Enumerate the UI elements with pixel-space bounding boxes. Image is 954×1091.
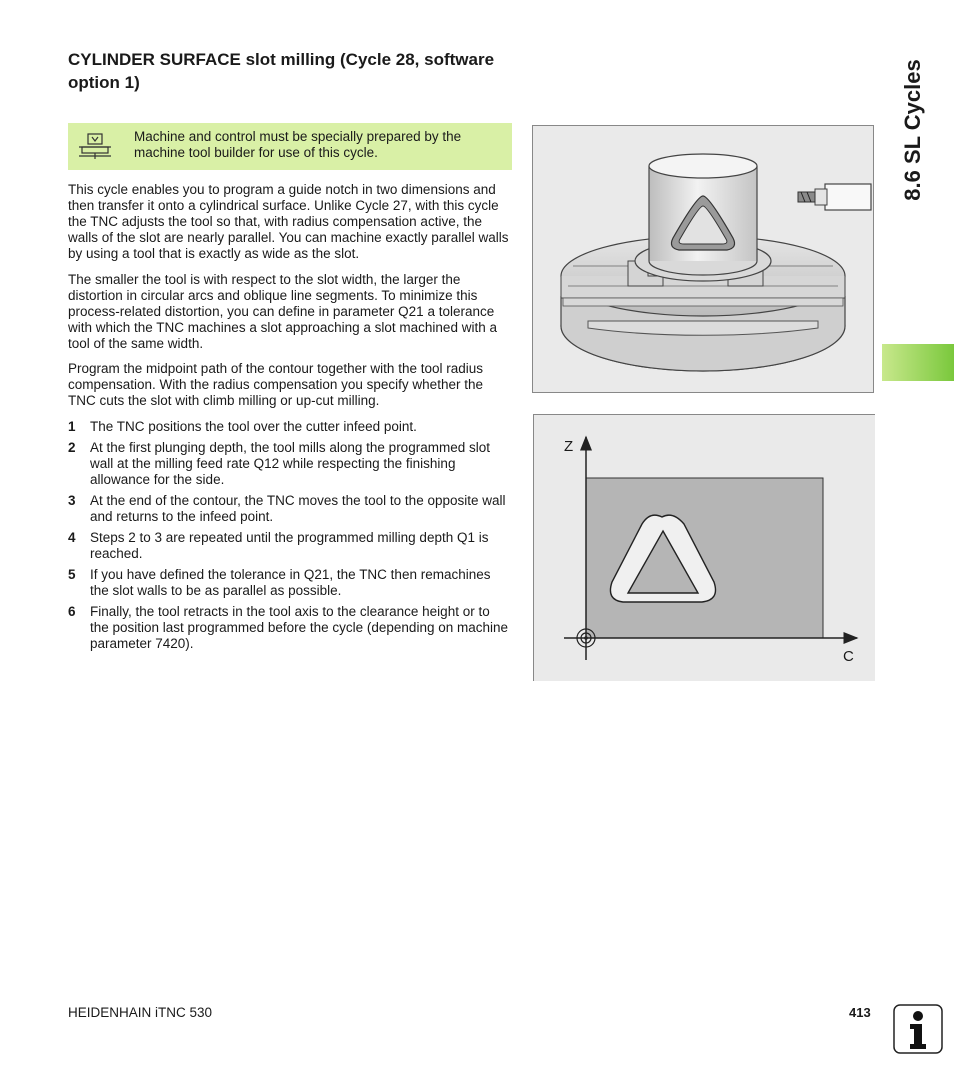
list-item	[68, 419, 512, 435]
page-number: 413	[849, 1005, 871, 1020]
step-number: 5	[68, 567, 76, 582]
chapter-heading	[893, 40, 933, 220]
info-icon	[893, 1004, 943, 1054]
chapter-heading-text: 8.6 SL Cycles	[900, 59, 925, 201]
step-text: If you have defined the tolerance in Q21, the TNC then remachines the slot walls to be as parallel as possible.	[90, 567, 491, 598]
step-text: The TNC positions the tool over the cutter infeed point.	[90, 419, 417, 434]
step-text: Finally, the tool retracts in the tool axis to the clearance height or to the position last programmed before the cycle (depending on machine parameter 7420).	[90, 604, 508, 651]
development-diagram	[534, 415, 875, 681]
note-text: Machine and control must be specially prepared by the machine tool builder for use of this cycle.	[134, 129, 462, 160]
list-item	[68, 567, 512, 599]
chapter-tab	[882, 344, 954, 381]
step-list	[68, 419, 512, 657]
list-item	[68, 604, 512, 652]
step-number: 3	[68, 493, 76, 508]
step-text: Steps 2 to 3 are repeated until the programmed milling depth Q1 is reached.	[90, 530, 489, 561]
step-number: 4	[68, 530, 76, 545]
cylinder-figure	[532, 125, 874, 393]
paragraph: This cycle enables you to program a guide notch in two dimensions and then transfer it onto a cylindrical surface. Unlike Cycle 27, with this cycle the TNC adjusts the tool so that, with radius compensation active, the walls of the slot are nearly parallel. You can machine exactly parallel walls by using a tool that is exactly as wide as the slot.	[68, 182, 509, 261]
footer-text: HEIDENHAIN iTNC 530	[68, 1005, 213, 1020]
step-text: At the first plunging depth, the tool mills along the programmed slot wall at the milling feed rate Q12 while respecting the finishing allowance for the side.	[90, 440, 490, 487]
paragraph: The smaller the tool is with respect to the slot width, the larger the distortion in circular arcs and oblique line segments. To minimize this process-related distortion, you can define in parameter Q21 a tolerance with which the TNC machines a slot approaching a slot machined with a tool of the same width.	[68, 272, 497, 351]
machine-note	[68, 123, 512, 170]
machine-note-icon	[78, 132, 112, 160]
axis-label-z: Z	[564, 438, 574, 455]
paragraph: Program the midpoint path of the contour together with the tool radius compensation. With the radius compensation you specify whether the TNC cuts the slot with climb milling or up-cut milling.	[68, 361, 483, 408]
step-number: 6	[68, 604, 76, 619]
axis-label-c: C	[843, 648, 854, 665]
step-number: 1	[68, 419, 76, 434]
list-item	[68, 530, 512, 562]
cylinder-illustration	[533, 126, 873, 392]
development-figure	[533, 414, 875, 681]
step-number: 2	[68, 440, 76, 455]
page-title: CYLINDER SURFACE slot milling (Cycle 28, software option 1)	[68, 50, 495, 92]
list-item	[68, 493, 512, 525]
list-item	[68, 440, 512, 488]
step-text: At the end of the contour, the TNC moves the tool to the opposite wall and returns to the infeed point.	[90, 493, 506, 524]
